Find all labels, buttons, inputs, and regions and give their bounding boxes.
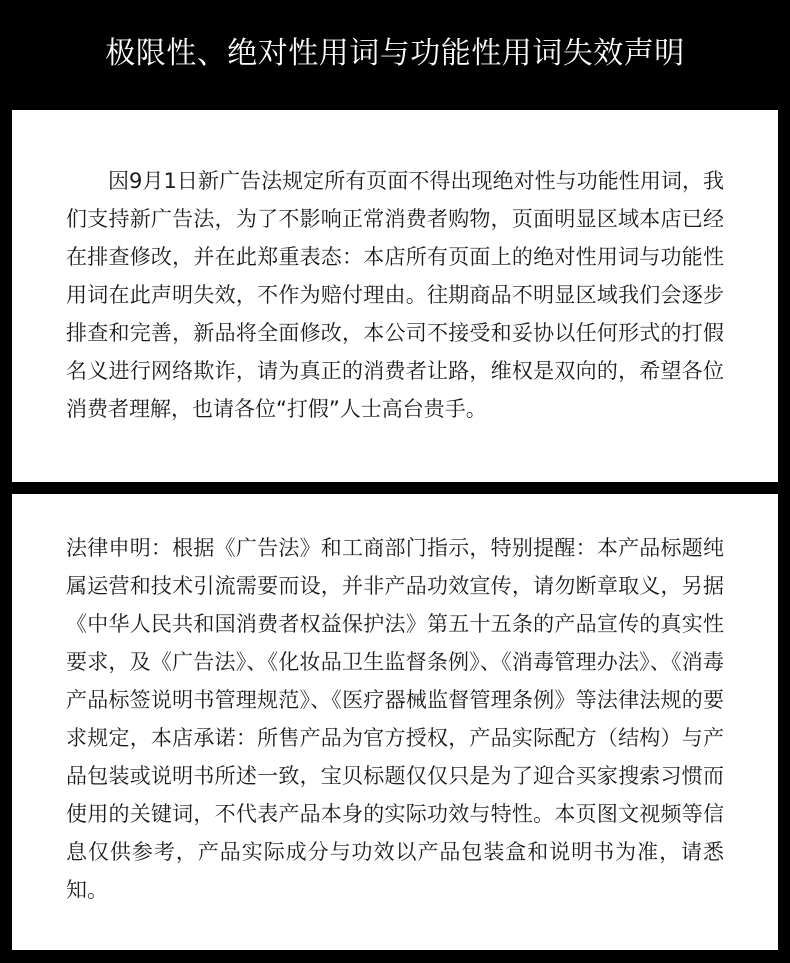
header-bar: [0, 0, 790, 100]
legal-panel: [12, 494, 778, 950]
notice-paragraph: 因9月1日新广告法规定所有页面不得出现绝对性与功能性用词，我们支持新广告法，为了不影响正常消费者购物，页面明显区域本店已经在排查修改，并在此郑重表态：本店所有页面上的绝对性用词与功能性用词在此声明失效，不作为赔付理由。往期商品不明显区域我们会逐步排查和完善，新品将全面修改，本公司不接受和妥协以任何形式的打假名义进行网络欺诈，请为真正的消费者让路，维权是双向的，希望各位消费者理解，也请各位“打假”人士高台贵手。: [66, 169, 724, 421]
page-title: 极限性、绝对性用词与功能性用词失效声明: [105, 36, 685, 71]
legal-paragraph: 法律申明：根据《广告法》和工商部门指示，特别提醒：本产品标题纯属运营和技术引流需要而设，并非产品功效宣传，请勿断章取义，另据《中华人民共和国消费者权益保护法》第五十五条的产品宣传的真实性要求，及《广告法》、《化妆品卫生监督条例》、《消毒管理办法》、《消毒产品标签说明书管理规范》、《医疗器械监督管理条例》等法律法规的要求规定，本店承诺：所售产品为官方授权，产品实际配方（结构）与产品包装或说明书所述一致，宝贝标题仅仅只是为了迎合买家搜索习惯而使用的关键词，不代表产品本身的实际功效与特性。本页图文视频等信息仅供参考，产品实际成分与功效以产品包装盒和说明书为准，请悉知。: [66, 536, 724, 902]
notice-panel: [12, 110, 778, 482]
